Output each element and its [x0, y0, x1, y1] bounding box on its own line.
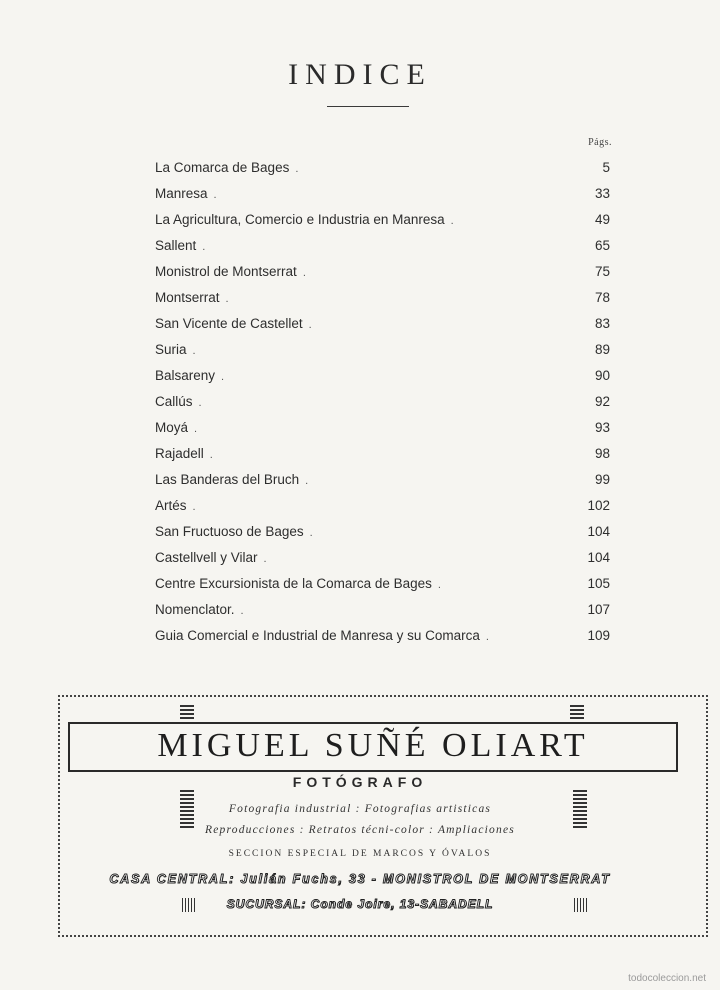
toc-leader-dots	[264, 545, 570, 572]
toc-entry-label: Callús	[155, 394, 193, 409]
toc-entry	[155, 311, 610, 337]
ornament-icon	[570, 705, 584, 721]
toc-entry-label: San Vicente de Castellet	[155, 316, 303, 331]
toc-entry-page: 109	[587, 628, 610, 643]
special-section-line: SECCION ESPECIAL DE MARCOS Y ÓVALOS	[228, 849, 492, 859]
toc-entry	[155, 623, 610, 649]
toc-leader-dots	[451, 207, 570, 234]
table-of-contents	[155, 155, 610, 649]
toc-entry	[155, 363, 610, 389]
toc-leader-dots	[226, 285, 570, 312]
toc-entry	[155, 415, 610, 441]
toc-entry-label: Montserrat	[155, 290, 220, 305]
toc-leader-dots	[438, 571, 570, 598]
title-rule	[327, 106, 409, 107]
toc-leader-dots	[309, 311, 570, 338]
toc-entry-page: 89	[594, 342, 610, 357]
toc-entry-label: Rajadell	[155, 446, 204, 461]
services-line-2: Reproducciones : Retratos técni-color : Ampliaciones	[205, 824, 515, 836]
toc-entry-label: Nomenclator.	[155, 602, 235, 617]
toc-entry	[155, 441, 610, 467]
toc-entry-page: 102	[587, 498, 610, 513]
toc-entry-page: 75	[594, 264, 610, 279]
toc-entry	[155, 467, 610, 493]
toc-leader-dots	[305, 467, 570, 494]
toc-entry-page: 107	[587, 602, 610, 617]
watermark: todocoleccion.net	[628, 973, 706, 984]
toc-entry-label: San Fructuoso de Bages	[155, 524, 304, 539]
toc-leader-dots	[210, 441, 570, 468]
toc-entry-page: 104	[587, 550, 610, 565]
advertiser-profession: FOTÓGRAFO	[292, 774, 428, 790]
toc-entry-label: Moyá	[155, 420, 189, 435]
toc-leader-dots	[214, 181, 570, 208]
services-line-1: Fotografia industrial : Fotografias artisticas	[228, 803, 492, 815]
toc-entry	[155, 337, 610, 363]
toc-entry-label: Sallent	[155, 238, 197, 253]
toc-entry	[155, 259, 610, 285]
toc-entry-page: 93	[594, 420, 610, 435]
toc-leader-dots	[295, 155, 570, 182]
toc-entry	[155, 155, 610, 181]
toc-entry-page: 99	[594, 472, 610, 487]
branch-address: SUCURSAL: Conde Joire, 13-SABADELL	[226, 897, 494, 911]
toc-leader-dots	[303, 259, 570, 286]
toc-entry	[155, 207, 610, 233]
toc-leader-dots	[193, 337, 570, 364]
toc-entry	[155, 285, 610, 311]
main-address: CASA CENTRAL: Julián Fuchs, 33 - MONISTROL DE MONTSERRAT	[109, 872, 611, 886]
pages-column-label: Págs.	[588, 137, 612, 148]
toc-entry-page: 65	[594, 238, 610, 253]
toc-entry-page: 105	[587, 576, 610, 591]
toc-leader-dots	[199, 389, 570, 416]
toc-leader-dots	[202, 233, 570, 260]
toc-entry	[155, 181, 610, 207]
toc-entry	[155, 233, 610, 259]
toc-leader-dots	[486, 623, 570, 650]
toc-entry-page: 33	[594, 186, 610, 201]
toc-entry	[155, 571, 610, 597]
toc-entry	[155, 519, 610, 545]
ornament-icon	[180, 705, 194, 721]
toc-entry-page: 92	[594, 394, 610, 409]
toc-entry-label: Suria	[155, 342, 187, 357]
toc-entry-page: 104	[587, 524, 610, 539]
toc-entry-label: Balsareny	[155, 368, 216, 383]
toc-entry-label: La Comarca de Bages	[155, 160, 290, 175]
toc-leader-dots	[310, 519, 570, 546]
toc-entry	[155, 597, 610, 623]
toc-entry-label: Artés	[155, 498, 187, 513]
toc-entry-label: Monistrol de Montserrat	[155, 264, 297, 279]
advertiser-name: MIGUEL SUÑÉ OLIART	[157, 727, 589, 764]
toc-entry-page: 98	[594, 446, 610, 461]
toc-entry-label: Castellvell y Vilar	[155, 550, 258, 565]
toc-leader-dots	[221, 363, 570, 390]
toc-entry-page: 83	[594, 316, 610, 331]
toc-leader-dots	[241, 597, 570, 624]
toc-leader-dots	[194, 415, 570, 442]
toc-leader-dots	[193, 493, 570, 520]
toc-entry-page: 78	[594, 290, 610, 305]
toc-entry-label: Centre Excursionista de la Comarca de Bages	[155, 576, 432, 591]
toc-entry-page: 90	[594, 368, 610, 383]
toc-entry	[155, 389, 610, 415]
toc-entry	[155, 545, 610, 571]
toc-entry-label: Guia Comercial e Industrial de Manresa y su Comarca	[155, 628, 480, 643]
toc-entry-label: Las Banderas del Bruch	[155, 472, 300, 487]
toc-entry	[155, 493, 610, 519]
toc-entry-label: La Agricultura, Comercio e Industria en Manresa	[155, 212, 445, 227]
toc-entry-page: 5	[602, 160, 610, 175]
toc-entry-label: Manresa	[155, 186, 208, 201]
index-title: INDICE	[288, 58, 432, 91]
toc-entry-page: 49	[594, 212, 610, 227]
